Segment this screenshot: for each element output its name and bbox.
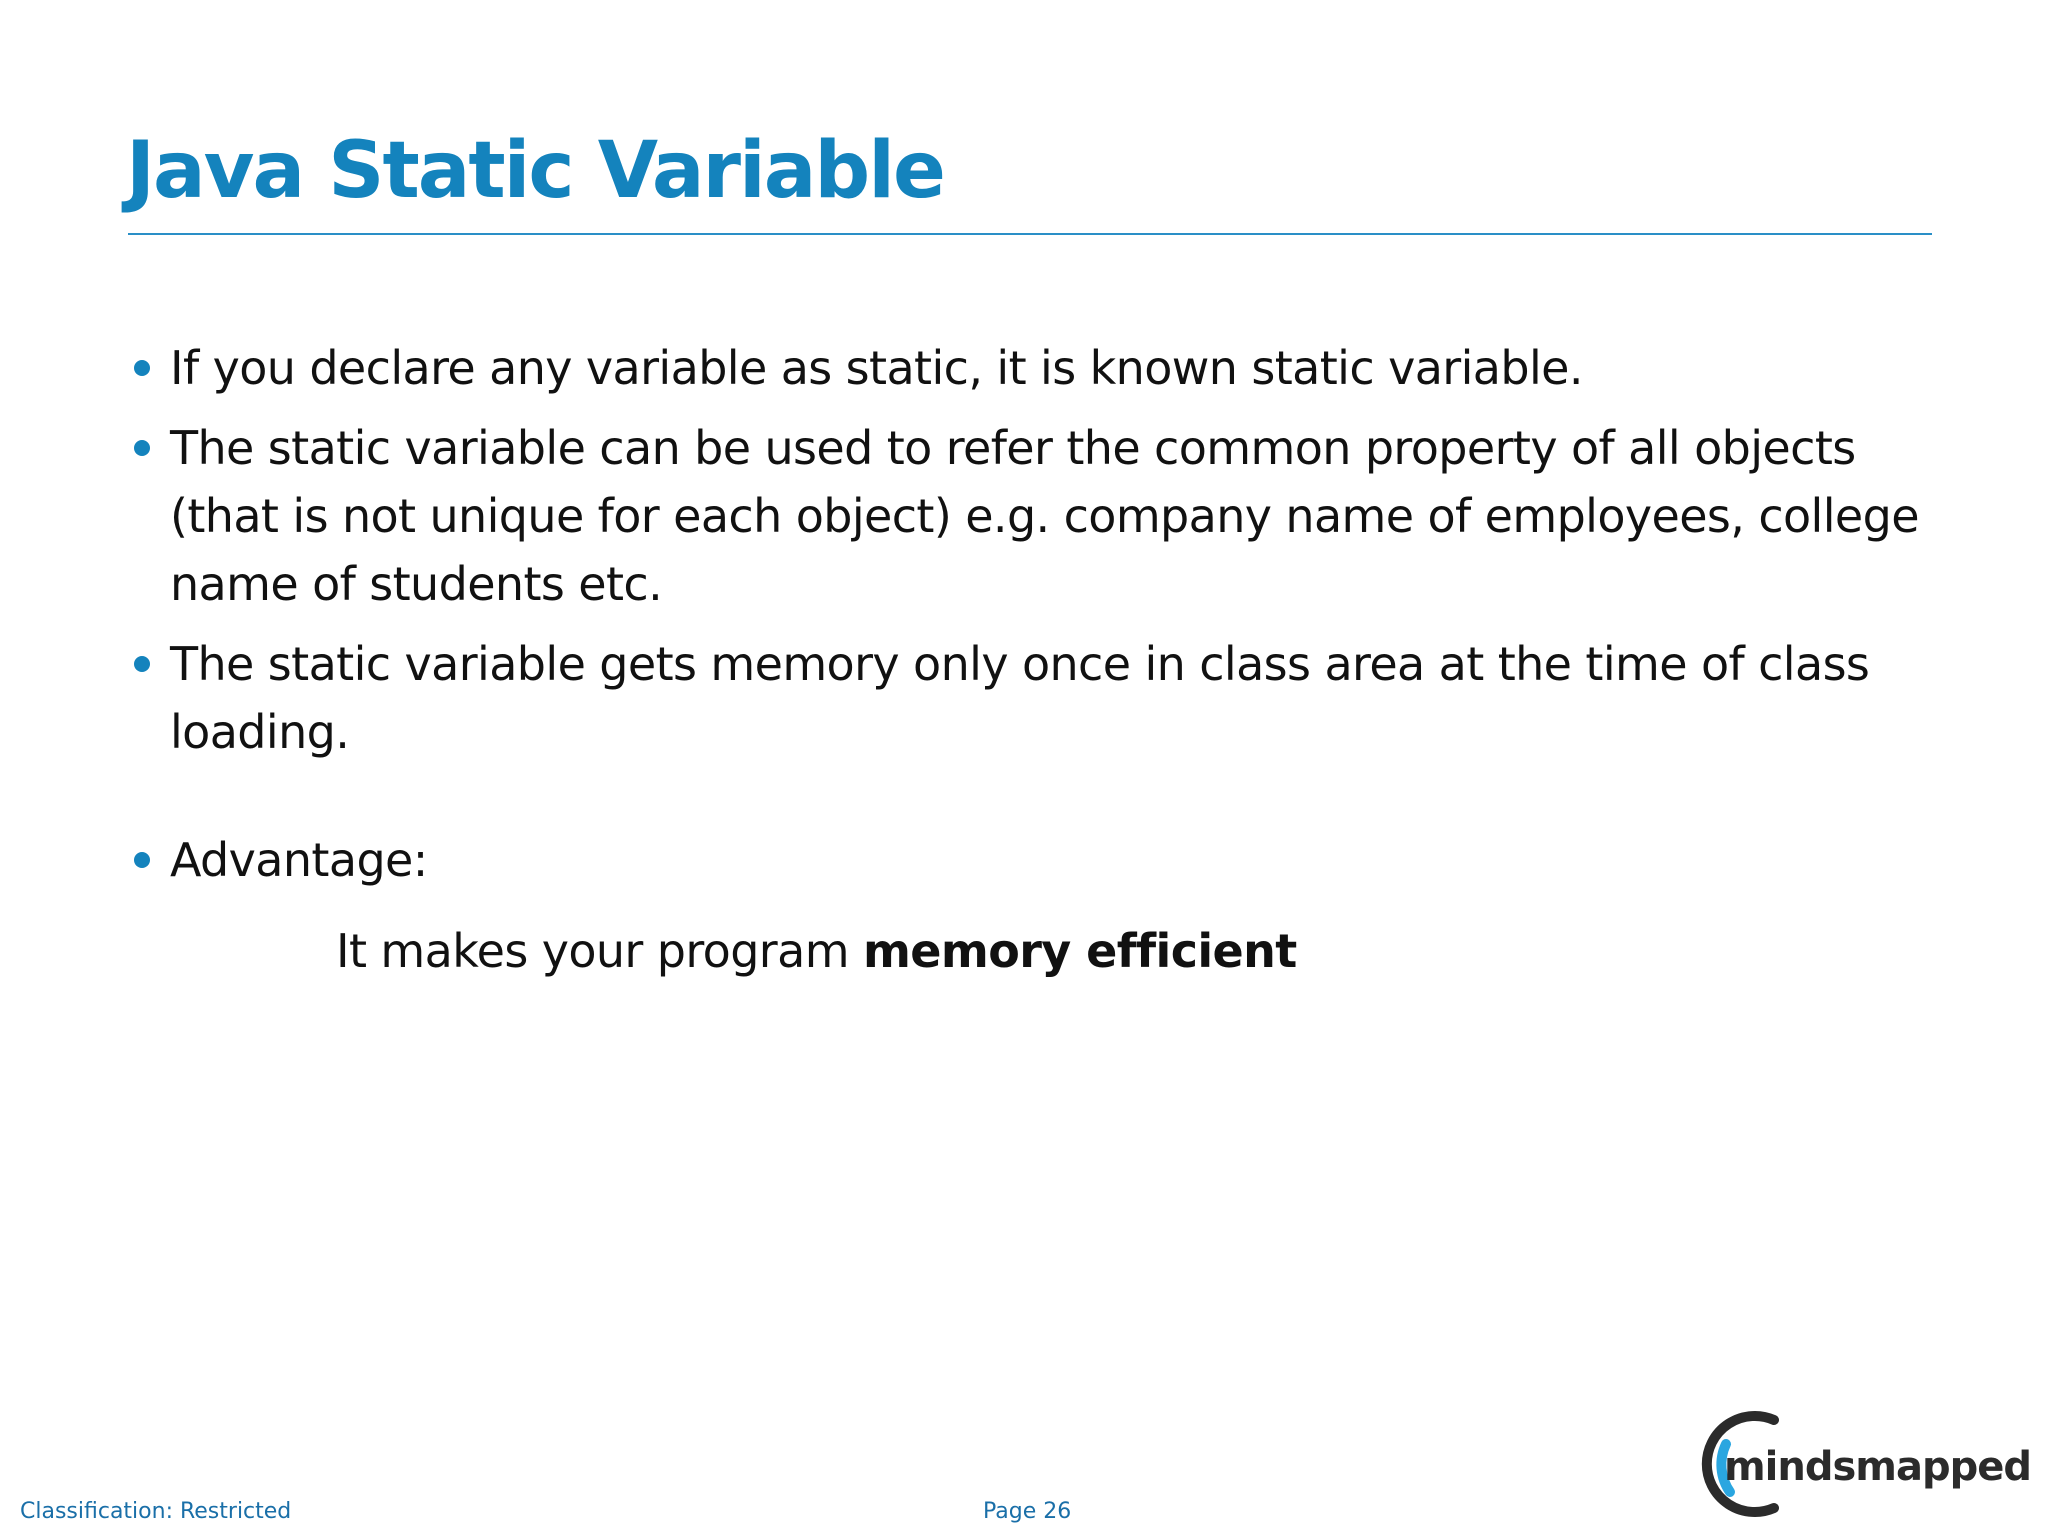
bullet-text: If you declare any variable as static, it is known static variable. bbox=[170, 341, 1583, 395]
mindsmapped-logo bbox=[1696, 1404, 2036, 1524]
advantage-emphasis: memory efficient bbox=[862, 924, 1297, 978]
title-underline bbox=[128, 233, 1932, 235]
bullet-text: Advantage: bbox=[170, 833, 428, 887]
slide-title: Java Static Variable bbox=[126, 126, 944, 216]
advantage-prefix: It makes your program bbox=[336, 924, 863, 978]
logo-text: mindsmapped bbox=[1724, 1444, 2032, 1490]
bullet-item bbox=[128, 630, 1948, 766]
bullet-item bbox=[128, 414, 1948, 618]
bullet-dot-icon bbox=[134, 360, 150, 376]
footer-page-number: Page 26 bbox=[983, 1499, 1072, 1524]
bullet-item bbox=[128, 334, 1948, 402]
footer-classification: Classification: Restricted bbox=[20, 1499, 292, 1524]
bullet-list bbox=[128, 334, 1948, 906]
bullet-text: The static variable can be used to refer the common property of all objects (that is not unique for each object) e.g. company name of employees, college name of students etc. bbox=[170, 421, 1919, 611]
bullet-dot-icon bbox=[134, 440, 150, 456]
bullet-text: The static variable gets memory only once in class area at the time of class loading. bbox=[170, 637, 1870, 759]
bullet-dot-icon bbox=[134, 852, 150, 868]
bullet-item-advantage bbox=[128, 826, 1948, 894]
advantage-description bbox=[336, 917, 1297, 985]
bullet-dot-icon bbox=[134, 656, 150, 672]
